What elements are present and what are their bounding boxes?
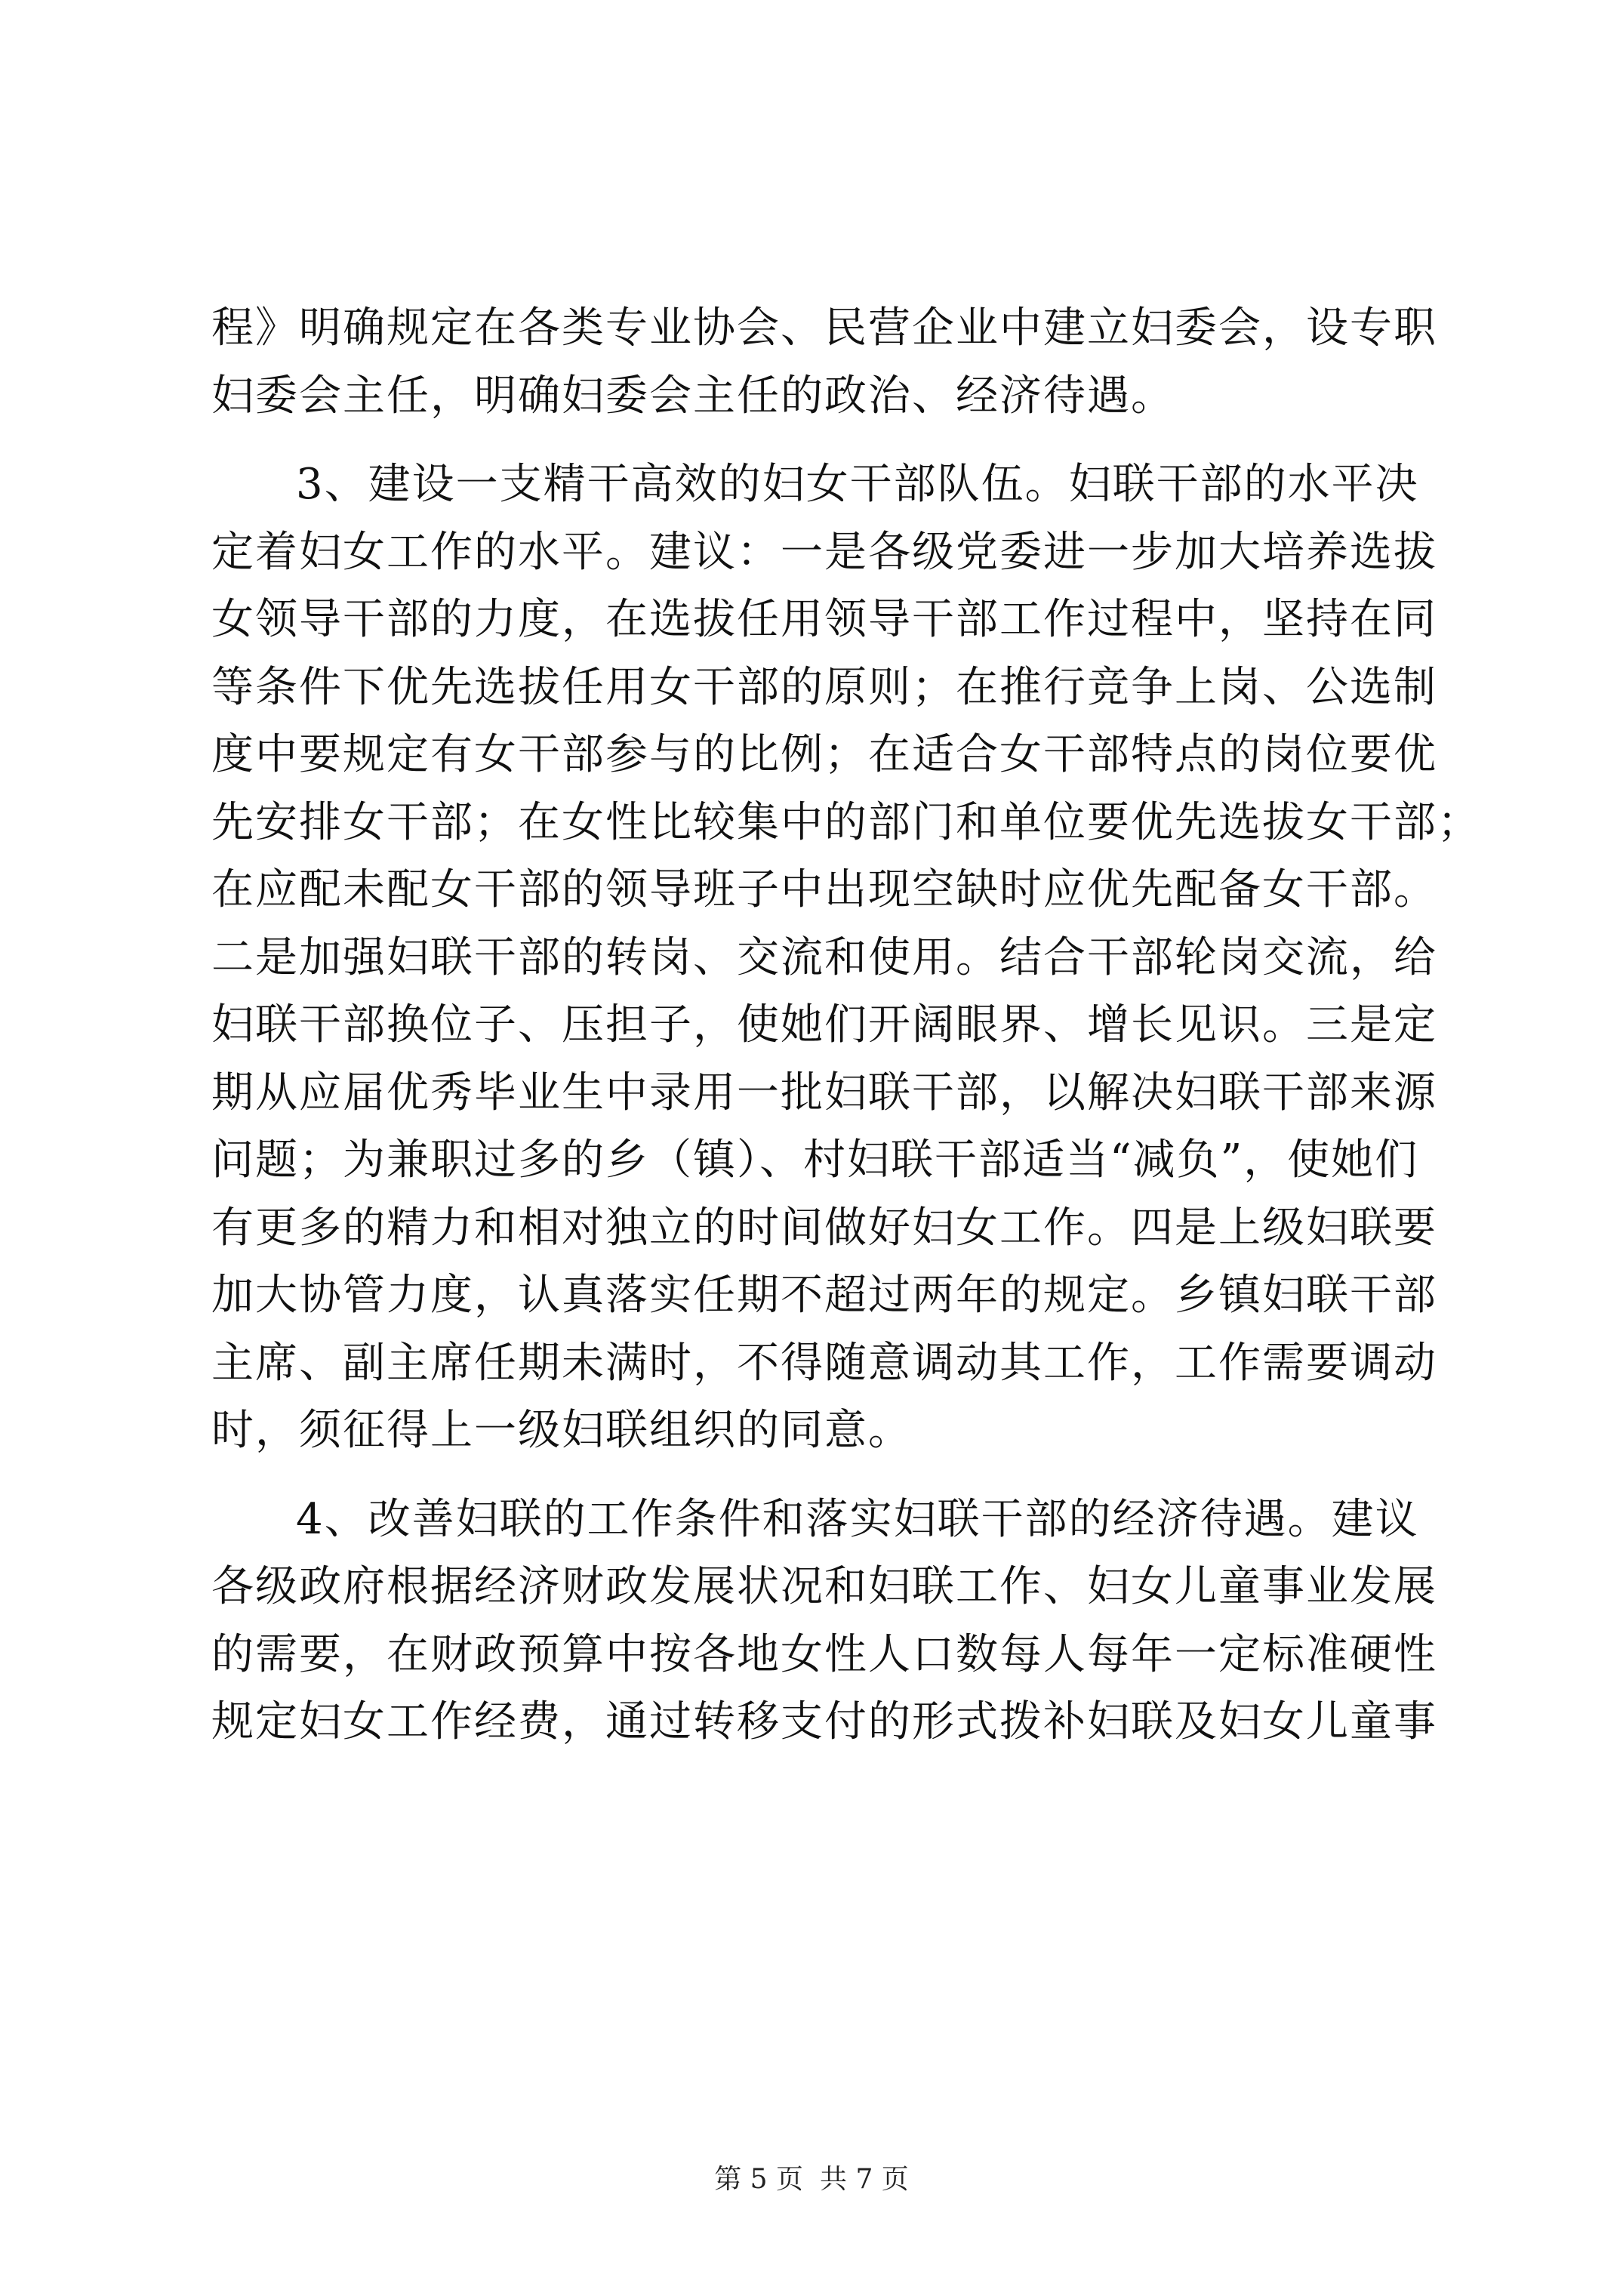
page-number: 第 5 页 — [714, 2164, 803, 2195]
text-line: 主席、副主席任期未满时，不得随意调动其工作，工作需要调动 — [211, 1338, 1437, 1388]
body-text — [211, 294, 1481, 1756]
text-line: 规定妇女工作经费，通过转移支付的形式拨补妇联及妇女儿童事 — [211, 1697, 1437, 1746]
text-line: 加大协管力度，认真落实任期不超过两年的规定。乡镇妇联干部 — [211, 1271, 1437, 1320]
text-line: 各级政府根据经济财政发展状况和妇联工作、妇女儿童事业发展 — [211, 1562, 1437, 1611]
text-line: 二是加强妇联干部的转岗、交流和使用。结合干部轮岗交流，给 — [211, 932, 1437, 982]
text-line: 期从应届优秀毕业生中录用一批妇联干部，以解决妇联干部来源 — [211, 1068, 1437, 1117]
text-line: 妇委会主任，明确妇委会主任的政治、经济待遇。 — [211, 371, 1175, 421]
text-line: 先安排女干部；在女性比较集中的部门和单位要优先选拔女干部； — [211, 797, 1481, 847]
text-line: 问题；为兼职过多的乡（镇）、村妇联干部适当“减负”，使她们 — [211, 1136, 1419, 1185]
text-line: 时，须征得上一级妇联组织的同意。 — [211, 1406, 912, 1455]
page-total: 共 7 页 — [820, 2164, 909, 2195]
text-line: 的需要，在财政预算中按各地女性人口数每人每年一定标准硬性 — [211, 1629, 1437, 1679]
text-line: 女领导干部的力度，在选拔任用领导干部工作过程中，坚持在同 — [211, 595, 1437, 644]
page-footer — [0, 2158, 1623, 2196]
text-line: 有更多的精力和相对独立的时间做好妇女工作。四是上级妇联要 — [211, 1203, 1437, 1253]
text-line: 4、改善妇联的工作条件和落实妇联干部的经济待遇。建议 — [296, 1494, 1419, 1544]
text-line: 程》明确规定在各类专业协会、民营企业中建立妇委会，设专职 — [211, 304, 1437, 353]
text-line: 定着妇女工作的水平。建议：一是各级党委进一步加大培养选拔 — [211, 527, 1437, 577]
text-line: 妇联干部换位子、压担子，使她们开阔眼界、增长见识。三是定 — [211, 1000, 1437, 1049]
text-line: 3、建设一支精干高效的妇女干部队伍。妇联干部的水平决 — [296, 460, 1419, 509]
text-line: 在应配未配女干部的领导班子中出现空缺时应优先配备女干部。 — [211, 865, 1437, 914]
text-line: 等条件下优先选拔任用女干部的原则；在推行竞争上岗、公选制 — [211, 662, 1437, 712]
text-line: 度中要规定有女干部参与的比例；在适合女干部特点的岗位要优 — [211, 730, 1437, 779]
